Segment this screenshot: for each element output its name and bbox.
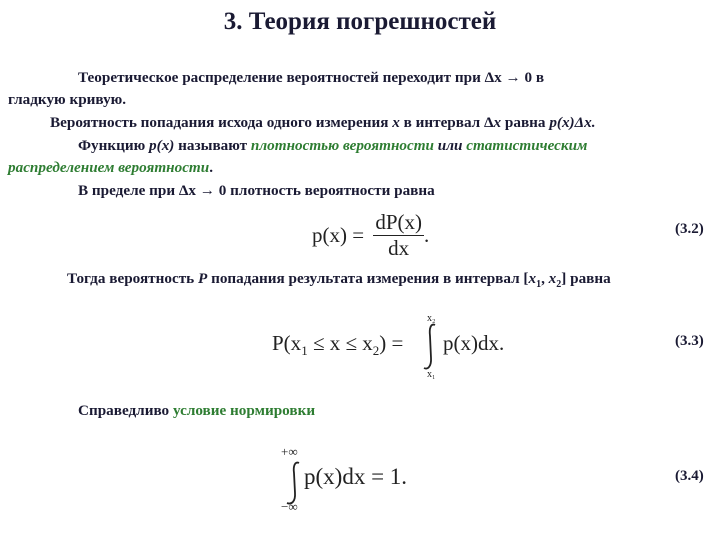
eq32-denominator: dx [388, 236, 410, 260]
para3-text-d: . [209, 159, 213, 176]
term-probability-density: плотностью вероятности [250, 137, 434, 154]
para5-text-c: ] равна [561, 270, 611, 287]
para3-line2 [8, 158, 213, 178]
eq33-integrand: p(x)dx. [443, 331, 505, 355]
eq33-number: (3.3) [675, 333, 704, 349]
term-normalization-condition: условие нормировки [172, 402, 316, 419]
eq33-lhs [272, 331, 403, 359]
eq33-lhs-mid: ≤ x ≤ x [307, 331, 373, 355]
eq32-numerator: dP(x) [375, 210, 423, 234]
para2-text-b: в интервал Δ [399, 114, 494, 131]
eq34-upper-limit: +∞ [281, 444, 298, 459]
para2 [50, 113, 596, 133]
para2-text-c: равна [501, 114, 550, 131]
equation-3-2 [312, 210, 429, 261]
slide-title: 3. Теория погрешностей [223, 8, 497, 35]
eq33-lhs-rhs: ) = [379, 331, 404, 355]
eq32-tail: . [424, 223, 430, 247]
para2-var-x2: x [493, 114, 502, 131]
term-statistical: статистическим [466, 137, 588, 154]
eq32-fraction [373, 210, 424, 261]
para2-pdx: p(x)Δx. [549, 114, 596, 131]
para6 [78, 401, 315, 421]
para5-text-a: Тогда вероятность [67, 270, 198, 287]
para5-sub2: 2 [556, 279, 562, 291]
para3-px: p(x) [149, 137, 175, 154]
para5-P: P [198, 270, 208, 287]
eq33-lhs-sub2: 2 [372, 343, 380, 359]
para5-x2: x [548, 270, 557, 287]
para5-x1: x [528, 270, 537, 287]
para5-sub1: 1 [536, 279, 542, 291]
eq34-number: (3.4) [675, 468, 704, 484]
eq33-upper-limit: x₂ [427, 313, 436, 324]
eq34-integrand: p(x)dx = 1. [304, 464, 408, 489]
para5-comma: , [541, 270, 549, 287]
para1-line1: Теоретическое распределение вероятностей переходит при Δx → 0 в [78, 69, 545, 86]
para3-text-a: Функцию [78, 137, 150, 154]
para3-text-c: или [433, 137, 467, 154]
para5 [67, 269, 611, 295]
para2-text-a: Вероятность попадания исхода одного измерения [50, 114, 393, 131]
term-probability-distribution: распределением вероятности [8, 159, 210, 176]
para1-line2: гладкую кривую. [8, 91, 127, 108]
para2-var-x: x [392, 114, 400, 131]
para6-text-a: Справедливо [78, 402, 173, 419]
para4: В пределе при Δx → 0 плотность вероятности равна [78, 182, 435, 199]
eq32-number: (3.2) [675, 221, 704, 237]
eq33-lhs-sub1: 1 [301, 343, 308, 359]
para3-line1 [78, 136, 587, 156]
integral-sign-icon [420, 322, 442, 372]
eq32-lhs: p(x) = [312, 223, 365, 247]
eq33-lower-limit: x₁ [427, 369, 436, 380]
para5-text-b: попадания результата измерения в интервал [ [207, 270, 529, 287]
eq34-lower-limit: −∞ [281, 499, 298, 514]
eq33-lhs-a: P(x [272, 331, 302, 355]
para3-text-b: называют [174, 137, 251, 154]
